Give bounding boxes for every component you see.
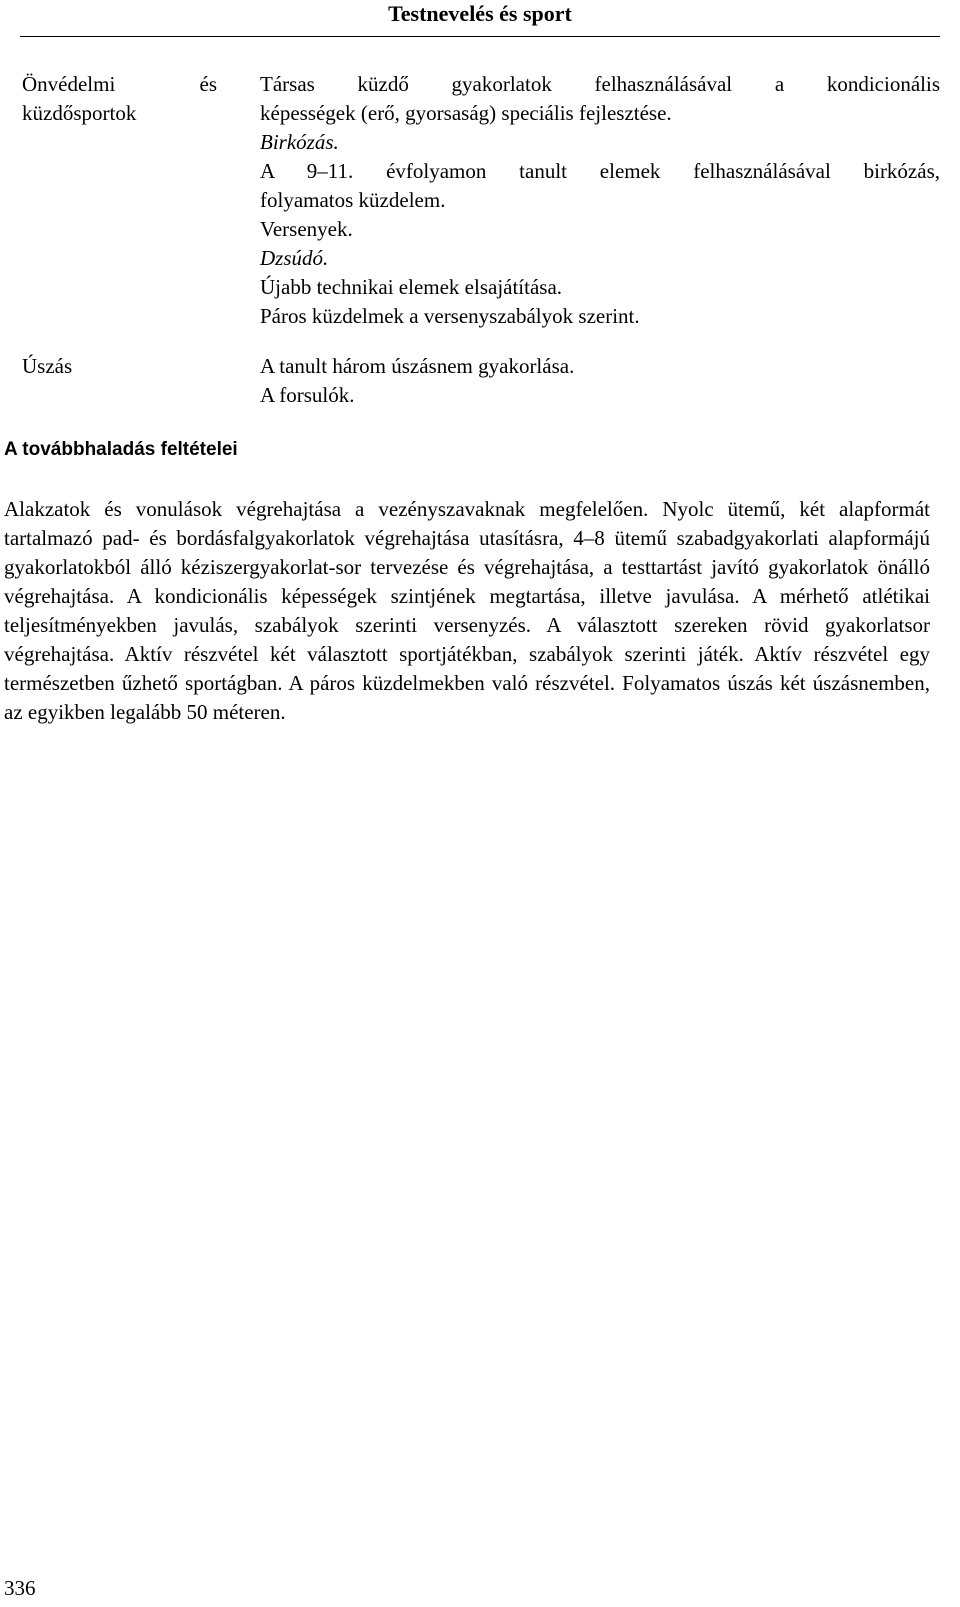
page-number: 336 [4, 1576, 36, 1600]
content-line: folyamatos küzdelem. [260, 188, 446, 212]
content-line: A tanult három úszásnem gyakorlása. [260, 354, 575, 378]
content-line: Páros küzdelmek a versenyszabályok szerint. [260, 304, 640, 328]
topic-label: Úszás [22, 354, 73, 378]
content-line: A 9–11. évfolyamon tanult elemek felhasználásával birkózás, [260, 159, 940, 183]
content-line-subheading: Birkózás. [260, 130, 339, 154]
topic-content [260, 70, 940, 331]
section-title: A továbbhaladás feltételei [4, 439, 238, 460]
content-line-subheading: Dzsúdó. [260, 246, 329, 270]
content-line: A forsulók. [260, 383, 355, 407]
content-line: Újabb technikai elemek elsajátítása. [260, 275, 563, 299]
content-line: képességek (erő, gyorsaság) speciális fejlesztése. [260, 101, 672, 125]
section-body: Alakzatok és vonulások végrehajtása a vezényszavaknak megfelelően. Nyolc ütemű, két alapformát tartalmazó pad- és bordásfalgyakorlatok végrehajtása utasításra, 4–8 ütemű szabadgyakorlati alapformájú gyakorlatokból álló kéziszergyakorlat-sor tervezése és végrehajtása, a testtartást javító gyakorlatok önálló végrehajtása. A kondicionális képességek szintjének megtartása, illetve javulása. A mérhető atlétikai teljesítményekben javulás, szabályok szerinti versenyzés. A választott szereken rövid gyakorlatsor végrehajtása. Aktív részvétel két választott sportjátékban, szabályok szerinti játék. Aktív részvétel egy természetben űzhető sportágban. A páros küzdelmekben való részvétel. Folyamatos úszás két úszásnemben, az egyikben legalább 50 méteren. [4, 497, 930, 724]
content-line: Társas küzdő gyakorlatok felhasználásával a kondicionális [260, 72, 940, 96]
content-line: Versenyek. [260, 217, 353, 241]
topic-label: Önvédelmi és küzdősportok [22, 72, 217, 125]
header-title: Testnevelés és sport [388, 1, 572, 26]
page-header [20, 0, 940, 37]
topic-content [260, 352, 940, 410]
